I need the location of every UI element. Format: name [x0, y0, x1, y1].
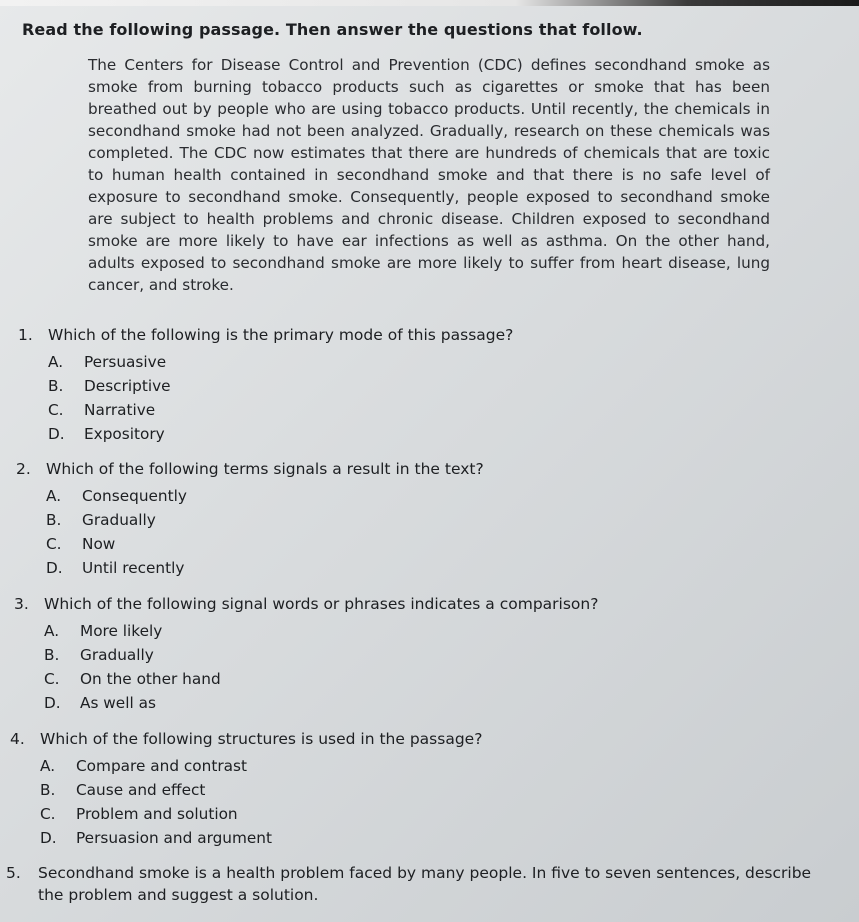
answer-option-d[interactable] [44, 691, 814, 715]
answer-option-b[interactable] [46, 508, 816, 532]
answer-option-a[interactable] [40, 754, 810, 778]
question-1 [18, 324, 818, 446]
question-number: 1. [18, 326, 33, 344]
question-number: 5. [6, 864, 21, 882]
question-stem [18, 324, 818, 346]
question-2 [16, 458, 816, 580]
option-letter: C. [48, 401, 64, 419]
answer-option-a[interactable] [48, 350, 818, 374]
question-number: 3. [14, 595, 29, 613]
option-text: Consequently [82, 487, 187, 505]
option-letter: A. [48, 353, 64, 371]
question-text: Which of the following is the primary mode of this passage? [48, 326, 514, 344]
answer-option-d[interactable] [46, 556, 816, 580]
option-text: More likely [80, 622, 163, 640]
answer-option-c[interactable] [46, 532, 816, 556]
answer-options [46, 484, 816, 580]
option-letter: C. [44, 670, 60, 688]
option-letter: A. [40, 757, 56, 775]
answer-option-d[interactable] [48, 422, 818, 446]
option-letter: A. [46, 487, 62, 505]
answer-option-b[interactable] [40, 778, 810, 802]
reading-passage: The Centers for Disease Control and Prevention (CDC) defines secondhand smoke as smoke from burning tobacco products such as cigarettes or smoke that has been breathed out by people who are using tobacco products. Until recently, the chemicals in secondhand smoke had not been analyzed. Gradually, research on these chemicals was completed. The CDC now estimates that there are hundreds of chemicals that are toxic to human health contained in secondhand smoke and that there is no safe level of exposure to secondhand smoke. Consequently, people exposed to secondhand smoke are subject to health problems and chronic disease. Children exposed to secondhand smoke are more likely to have ear infections as well as asthma. On the other hand, adults exposed to secondhand smoke are more likely to suffer from heart disease, lung cancer, and stroke. [88, 56, 770, 294]
option-text: Gradually [80, 646, 154, 664]
question-text: Secondhand smoke is a health problem faced by many people. In five to seven sentences, describe the problem and suggest a solution. [38, 864, 812, 904]
question-stem [6, 862, 826, 906]
option-text: Until recently [82, 559, 185, 577]
option-text: Compare and contrast [76, 757, 247, 775]
option-text: Problem and solution [76, 805, 238, 823]
question-text: Which of the following structures is used in the passage? [40, 730, 483, 748]
answer-options [48, 350, 818, 446]
option-text: Expository [84, 425, 165, 443]
answer-option-a[interactable] [44, 619, 814, 643]
option-text: As well as [80, 694, 156, 712]
instructions-heading: Read the following passage. Then answer the questions that follow. [22, 20, 643, 39]
option-letter: D. [44, 694, 61, 712]
answer-option-c[interactable] [44, 667, 814, 691]
question-stem [16, 458, 816, 480]
question-4 [10, 728, 810, 850]
question-5 [6, 862, 826, 906]
option-letter: B. [44, 646, 60, 664]
option-text: On the other hand [80, 670, 221, 688]
option-letter: B. [46, 511, 62, 529]
answer-option-c[interactable] [40, 802, 810, 826]
question-text: Which of the following signal words or phrases indicates a comparison? [44, 595, 599, 613]
option-text: Gradually [82, 511, 156, 529]
option-text: Now [82, 535, 116, 553]
option-text: Descriptive [84, 377, 171, 395]
question-stem [14, 593, 814, 615]
answer-option-b[interactable] [48, 374, 818, 398]
option-text: Cause and effect [76, 781, 206, 799]
question-3 [14, 593, 814, 715]
option-text: Persuasive [84, 353, 167, 371]
option-letter: D. [48, 425, 65, 443]
option-letter: A. [44, 622, 60, 640]
answer-options [44, 619, 814, 715]
answer-option-a[interactable] [46, 484, 816, 508]
option-letter: D. [40, 829, 57, 847]
answer-options [40, 754, 810, 850]
question-text: Which of the following terms signals a result in the text? [46, 460, 484, 478]
option-letter: C. [46, 535, 62, 553]
option-letter: B. [40, 781, 56, 799]
option-text: Narrative [84, 401, 156, 419]
question-number: 4. [10, 730, 25, 748]
option-text: Persuasion and argument [76, 829, 272, 847]
question-stem [10, 728, 810, 750]
option-letter: D. [46, 559, 63, 577]
answer-option-d[interactable] [40, 826, 810, 850]
answer-option-c[interactable] [48, 398, 818, 422]
answer-option-b[interactable] [44, 643, 814, 667]
question-number: 2. [16, 460, 31, 478]
option-letter: C. [40, 805, 56, 823]
option-letter: B. [48, 377, 64, 395]
